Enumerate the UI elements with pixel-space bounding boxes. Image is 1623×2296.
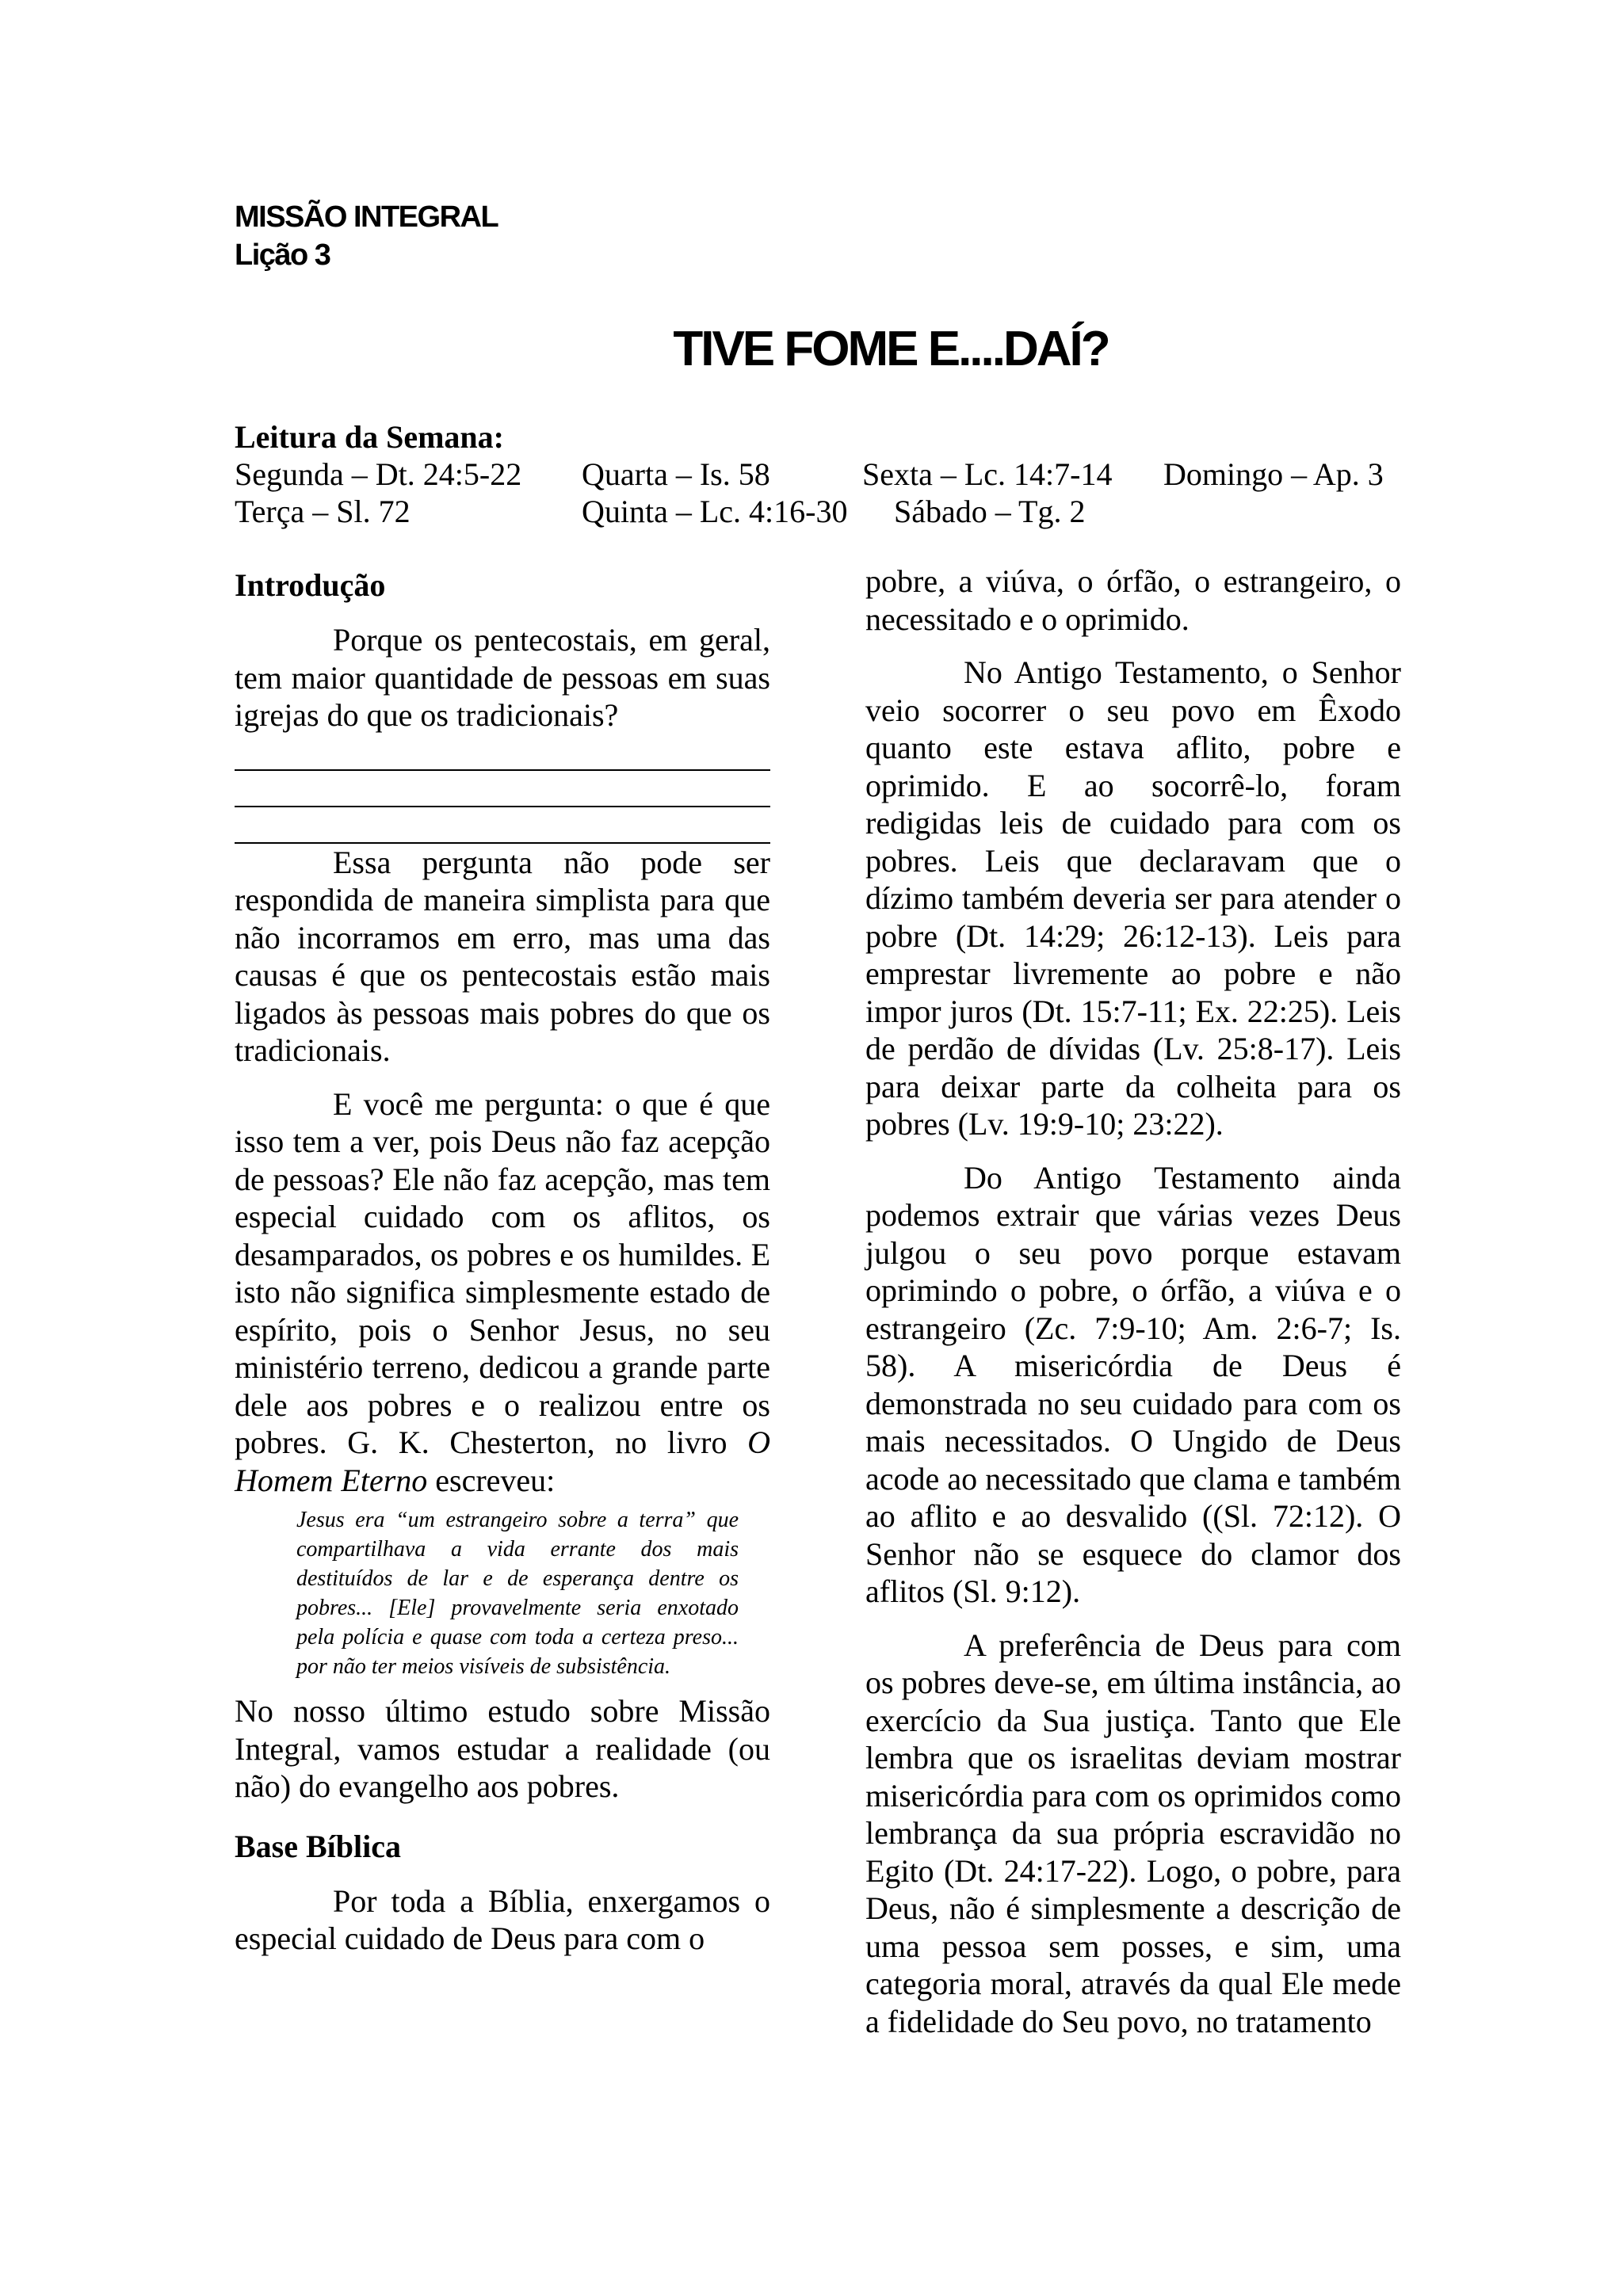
reading-thursday: Quinta – Lc. 4:16-30 bbox=[582, 494, 848, 529]
reading-row-1 bbox=[235, 456, 1384, 493]
biblical-basis-paragraph-1: Por toda a Bíblia, enxergamos o especial cuidado de Deus para com o bbox=[235, 1882, 770, 1956]
reading-row-2 bbox=[235, 493, 1086, 530]
chesterton-quote: Jesus era “um estrangeiro sobre a terra” que compartilhava a vida errante dos mais destituídos de lar e de esperança dentre os pobres... [Ele] provavelmente seria enxotado pela polícia e quase com toda a certeza preso... por não ter meios visíveis de subsistência. bbox=[296, 1508, 739, 1679]
lesson-header bbox=[235, 198, 498, 274]
series-title: MISSÃO INTEGRAL bbox=[235, 200, 498, 234]
intro-heading: Introdução bbox=[235, 567, 386, 603]
reading-monday: Segunda – Dt. 24:5-22 bbox=[235, 456, 522, 492]
right-paragraph-2: Do Antigo Testamento ainda podemos extrair que várias vezes Deus julgou o seu povo porque estavam oprimindo o pobre, o órfão, a viúva e o estrangeiro (Zc. 7:9-10; Am. 2:6-7; Is. 58). A misericórdia de Deus é demonstrada no seu cuidado para com os mais necessitados. O Ungido de Deus acode ao necessitado que clama e também ao aflito e ao desvalido ((Sl. 72:12). O Senhor não se esquece do clamor dos aflitos (Sl. 9:12). bbox=[865, 1159, 1401, 1609]
book-title: O Homem Eterno bbox=[235, 1425, 770, 1498]
reading-saturday: Sábado – Tg. 2 bbox=[894, 494, 1086, 529]
lesson-number: Lição 3 bbox=[235, 238, 330, 272]
right-paragraph-0: pobre, a viúva, o órfão, o estrangeiro, o necessitado e o oprimido. bbox=[865, 563, 1401, 637]
right-paragraph-3: A preferência de Deus para com os pobres deve-se, em última instância, ao exercício da Sua justiça. Tanto que Ele lembra que os israelitas deviam mostrar misericórdia para com os oprimidos como lembrança da sua própria escravidão no Egito (Dt. 24:17-22). Logo, o pobre, para Deus, não é simplesmente a descrição de uma pessoa sem posses, e sim, uma categoria moral, através da qual Ele mede a fidelidade do Seu povo, no tratamento bbox=[865, 1627, 1401, 2039]
reading-wednesday: Quarta – Is. 58 bbox=[582, 456, 770, 492]
weekly-reading bbox=[235, 418, 1384, 530]
left-column bbox=[235, 566, 770, 1974]
intro-paragraph-3-text: E você me pergunta: o que é que isso tem a ver, pois Deus não faz acepção de pessoas? Ele não faz acepção, mas tem especial cuidado com os aflitos, os desamparados, os pobres e os humildes. E isto não significa simplesmente estado de espírito, pois o Senhor Jesus, no seu ministério terreno, dedicou a grande parte dele aos pobres e o realizou entre os pobres. G. K. Chesterton, no livro bbox=[235, 1085, 770, 1460]
weekly-reading-heading: Leitura da Semana: bbox=[235, 419, 504, 455]
intro-paragraph-4: No nosso último estudo sobre Missão Integral, vamos estudar a realidade (ou não) do evangelho aos pobres. bbox=[235, 1693, 770, 1804]
right-paragraph-1: No Antigo Testamento, o Senhor veio socorrer o seu povo em Êxodo quanto este estava aflito, pobre e oprimido. E ao socorrê-lo, foram redigidas leis de cuidado para com os pobres. Leis que declaravam que o dízimo também deveria ser para atender o pobre (Dt. 14:29; 26:12-13). Leis para emprestar livremente ao pobre e não impor juros (Dt. 15:7-11; Ex. 22:25). Leis de perdão de dívidas (Lv. 25:8-17). Leis para deixar parte da colheita para os pobres (Lv. 19:9-10; 23:22). bbox=[865, 654, 1401, 1142]
page-title: TIVE FOME E....DAÍ? bbox=[673, 322, 1109, 376]
intro-paragraph-3-tail: escreveu: bbox=[427, 1462, 556, 1498]
right-column bbox=[865, 563, 1401, 2056]
intro-paragraph-3 bbox=[235, 1085, 770, 1500]
answer-line bbox=[235, 734, 770, 771]
biblical-basis-heading: Base Bíblica bbox=[235, 1828, 402, 1864]
reading-friday: Sexta – Lc. 14:7-14 bbox=[862, 456, 1113, 492]
reading-tuesday: Terça – Sl. 72 bbox=[235, 494, 411, 529]
intro-paragraph-2: Essa pergunta não pode ser respondida de maneira simplista para que não incorramos em erro, mas uma das causas é que os pentecostais estão mais ligados às pessoas mais pobres do que os tradicionais. bbox=[235, 844, 770, 1068]
reading-sunday: Domingo – Ap. 3 bbox=[1163, 456, 1384, 492]
answer-line bbox=[235, 807, 770, 844]
intro-paragraph-1: Porque os pentecostais, em geral, tem maior quantidade de pessoas em suas igrejas do que os tradicionais? bbox=[235, 622, 770, 733]
answer-line bbox=[235, 771, 770, 807]
